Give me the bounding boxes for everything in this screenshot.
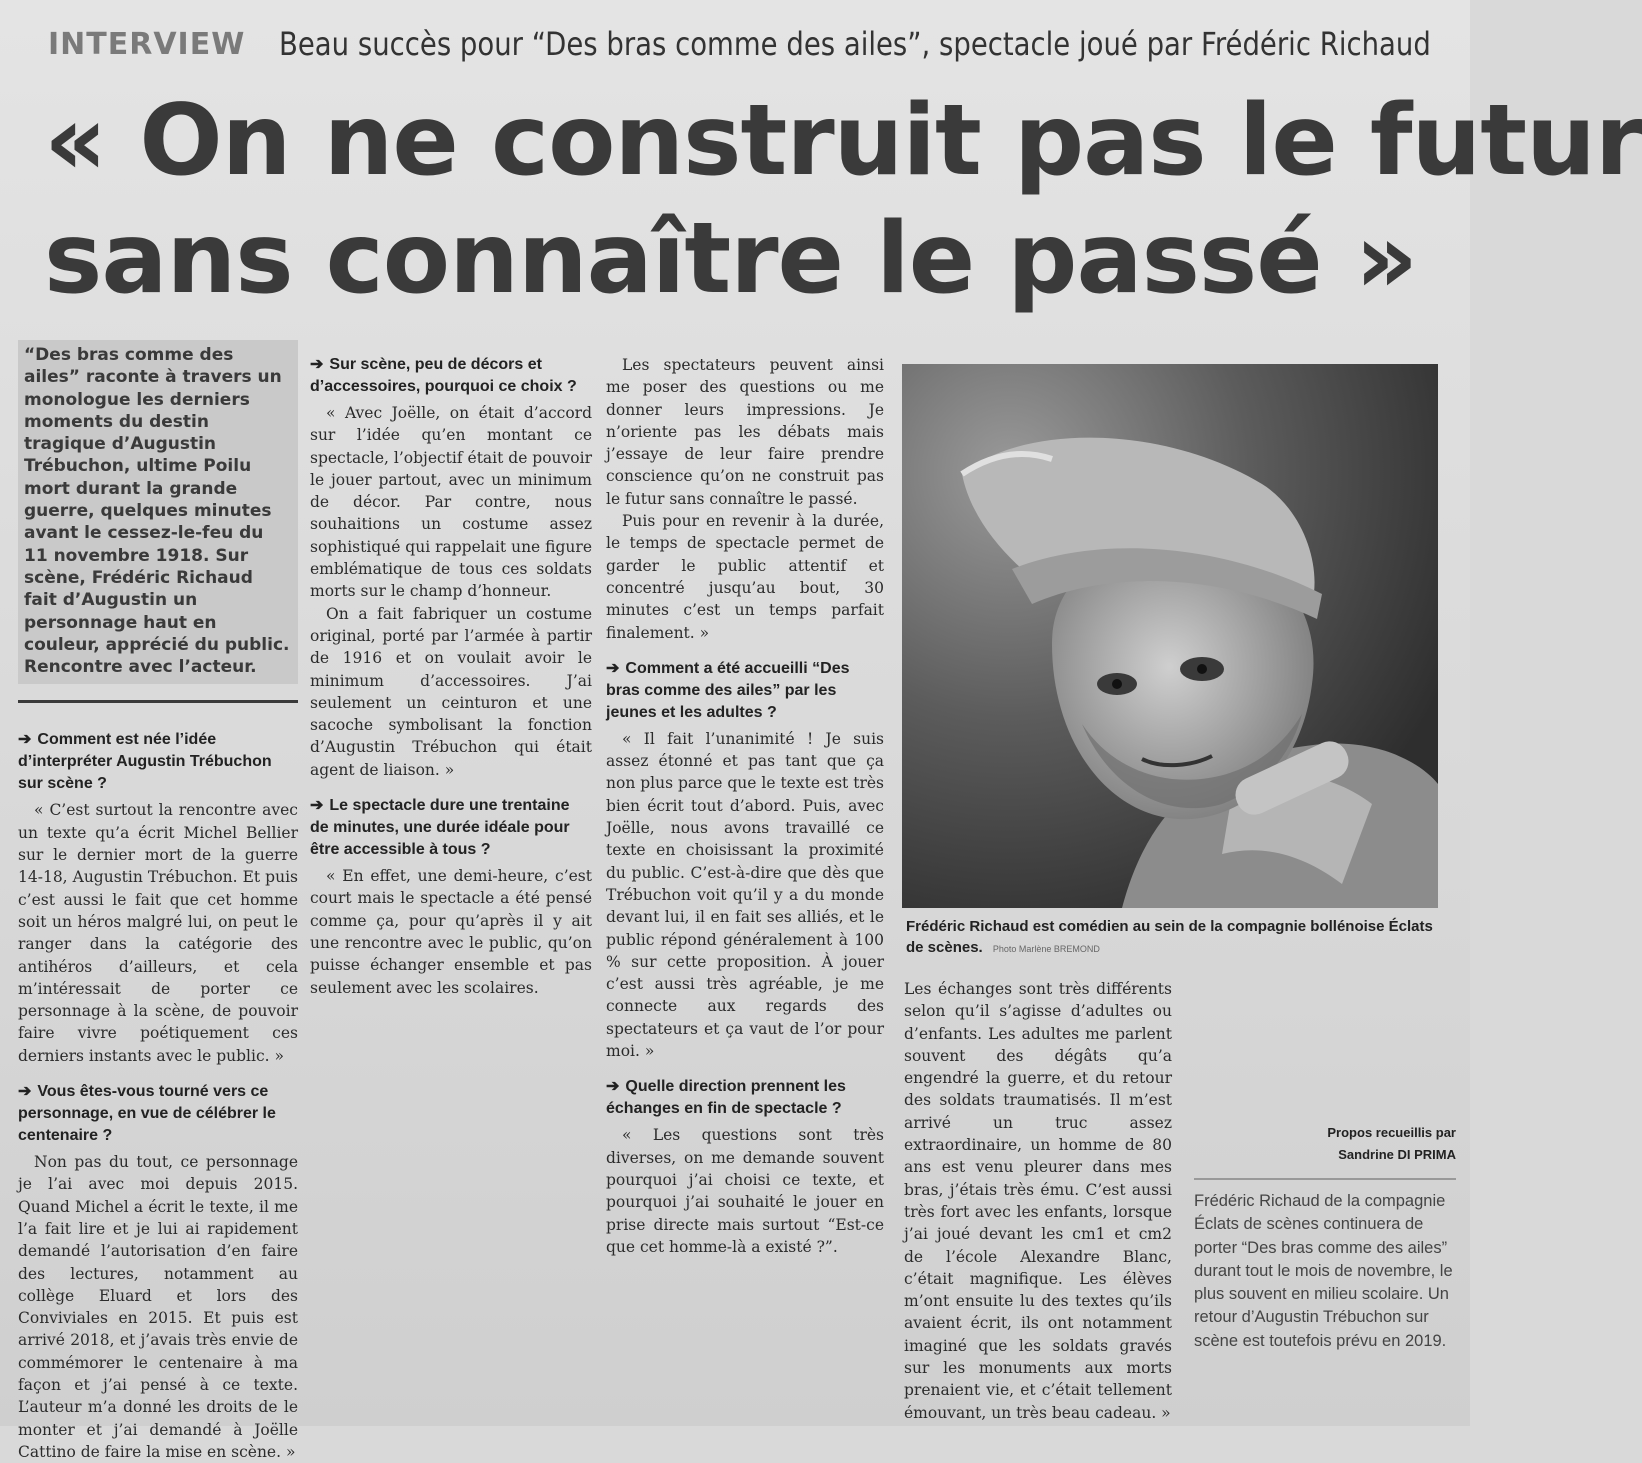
question-5	[606, 658, 884, 724]
question-6-text: Quelle direction prennent les échanges en fin de spectacle ?	[606, 1078, 846, 1118]
headline-line-2: sans connaître le passé »	[44, 202, 1418, 316]
answer-4b: Les spectateurs peuvent ainsi me poser des questions ou me donner leurs impressions. Je n’oriente pas les débats mais j’essaye de leur faire prendre conscience qu’on ne construit pas le futur sans connaître le passé.	[606, 356, 884, 508]
photo-caption	[906, 916, 1446, 960]
arrow-right-icon: ➔	[606, 1078, 620, 1096]
rubric-tag: INTERVIEW	[48, 26, 246, 62]
chapo: “Des bras comme des ailes” raconte à travers un monologue les derniers moments du destin tragique d’Augustin Trébuchon, ultime Poilu mort durant la grande guerre, quelques minutes avant le cessez-le-feu du 11 novembre 1918. Sur scène, Frédéric Richaud fait d’Augustin un personnage haut en couleur, apprécié du public. Rencontre avec l’acteur.	[18, 340, 298, 684]
question-3	[310, 354, 592, 398]
arrow-right-icon: ➔	[18, 1083, 32, 1101]
answer-3a: « Avec Joëlle, on était d’accord sur l’idée qu’en montant ce spectacle, l’objectif était de pouvoir le jouer partout, avec un minimum de décor. Par contre, nous souhaitions un costume assez sophistiqué qui rappelait une figure emblématique de tous ces soldats morts sur le champ d’honneur.	[310, 404, 592, 601]
column-3	[606, 354, 884, 1258]
question-4-text: Le spectacle dure une trentaine de minutes, une durée idéale pour être accessible à tous ?	[310, 797, 570, 859]
info-box: Frédéric Richaud de la compagnie Éclats de scènes continuera de porter “Des bras comme des ailes” durant tout le mois de novembre, le plus souvent en milieu scolaire. Un retour d’Augustin Trébuchon sur scène est toutefois prévu en 2019.	[1194, 1178, 1456, 1353]
answer-6b: Les échanges sont très différents selon qu’il s’agisse d’adultes ou d’enfants. Les adultes me parlent souvent des dégâts qu’a engendré la guerre, et du retour des soldats traumatisés. Il m’est arrivé un truc assez extraordinaire, un homme de 80 ans est venu pleurer dans mes bras, j’étais très ému. C’est aussi très fort avec les enfants, lorsque j’ai joué devant les cm1 et cm2 de l’école Alexandre Blanc, c’était magnifique. Les élèves m’ont ensuite lu des textes qu’ils avaient écrit, ils ont notamment imaginé que les soldats gravés sur les monuments aux morts prenaient vie, et c’était tellement émouvant, un très beau cadeau. »	[904, 980, 1172, 1422]
question-2	[18, 1081, 298, 1147]
question-1-text: Comment est née l’idée d’interpréter Augustin Trébuchon sur scène ?	[18, 731, 272, 793]
photo-caption-text: Frédéric Richaud est comédien au sein de la compagnie bollénoise Éclats de scènes.	[906, 918, 1433, 956]
headline-line-1: « On ne construit pas le futur	[44, 84, 1642, 198]
signature	[1194, 1122, 1456, 1166]
question-2-text: Vous êtes-vous tourné vers ce personnage, en vue de célébrer le centenaire ?	[18, 1083, 276, 1145]
answer-5: « Il fait l’unanimité ! Je suis assez étonné et pas tant que ça non plus parce que le texte est très bien écrit tout d’abord. Puis, avec Joëlle, nous avons travaillé ce texte en choisissant la proximité du public. C’est-à-dire que dès que Trébuchon voit qu’il y a du monde devant lui, il en fait ses alliés, et le public répond généralement à 100 % sur cette proposition. À jouer c’est aussi très agréable, je me connecte aux regards des spectateurs et ça vaut de l’or pour moi. »	[606, 729, 884, 1061]
column-1	[18, 340, 298, 1463]
arrow-right-icon: ➔	[310, 356, 324, 373]
signature-author: Sandrine DI PRIMA	[1338, 1147, 1456, 1162]
headline	[44, 82, 1642, 318]
rubric-deck: Beau succès pour “Des bras comme des ailes”, spectacle joué par Frédéric Richaud	[279, 25, 1432, 63]
question-6	[606, 1076, 884, 1120]
answer-2: Non pas du tout, ce personnage je l’ai avec moi depuis 2015. Quand Michel a écrit le texte, il me l’a fait lire et je lui ai rapidement demandé l’autorisation d’en faire des lectures, notamment au collège Eluard et lors des Conviviales en 2015. Et puis est arrivé 2018, et j’avais très envie de commémorer le centenaire à ma façon et j’ai pensé à ce texte. L’auteur m’a donné les droits de le monter et j’ai demandé à Joëlle Cattino de faire la mise en scène. »	[18, 1153, 298, 1461]
question-5-text: Comment a été accueilli “Des bras comme des ailes” par les jeunes et les adultes ?	[606, 659, 850, 721]
rubric-bar	[48, 14, 1448, 74]
actor-photo	[902, 364, 1438, 908]
answer-4c: Puis pour en revenir à la durée, le temps de spectacle permet de garder le public attentif et concentré jusqu’au bout, 30 minutes c’est un temps parfait finalement. »	[606, 512, 884, 642]
arrow-right-icon: ➔	[606, 659, 620, 677]
answer-3b: On a fait fabriquer un costume original, porté par l’armée à partir de 1916 et on voulait avoir le minimum d’accessoires. J’ai seulement un ceinturon et une sacoche symbolisant la fonction d’Augustin Trébuchon qui était agent de liaison. »	[310, 604, 592, 779]
answer-4a: « En effet, une demi-heure, c’est court mais le spectacle a été pensé comme ça, pour qu’après il y ait une rencontre avec le public, qu’on puisse échanger ensemble et pas seulement avec les scolaires.	[310, 867, 592, 997]
column-5	[1194, 1118, 1456, 1353]
column-4	[904, 978, 1172, 1424]
question-1	[18, 729, 298, 795]
photo-credit: Photo Marlène BREMOND	[992, 944, 1100, 954]
column-2	[310, 340, 592, 999]
answer-6a: « Les questions sont très diverses, on me demande souvent pourquoi j’ai choisi ce texte, et pourquoi j’ai souhaité le jouer en prise directe mais surtout “Est-ce que cet homme-là a existé ?”.	[606, 1126, 884, 1256]
question-4	[310, 795, 592, 861]
answer-1: « C’est surtout la rencontre avec un texte qu’a écrit Michel Bellier sur le dernier mort de la guerre 14-18, Augustin Trébuchon. Et puis c’est aussi le fait que cet homme soit un héros malgré lui, on peut le ranger dans la catégorie des antihéros d’ailleurs, et cela m’intéressait de porter ce personnage à la scène, de pouvoir faire vivre poétiquement ces derniers instants avec le public. »	[18, 801, 298, 1065]
actor-photo-illustration	[902, 364, 1438, 908]
chapo-rule	[18, 700, 298, 703]
arrow-right-icon: ➔	[310, 797, 324, 815]
arrow-right-icon: ➔	[18, 731, 32, 749]
signature-line-1: Propos recueillis par	[1327, 1125, 1456, 1140]
question-3-text: Sur scène, peu de décors et d’accessoires, pourquoi ce choix ?	[310, 356, 577, 395]
